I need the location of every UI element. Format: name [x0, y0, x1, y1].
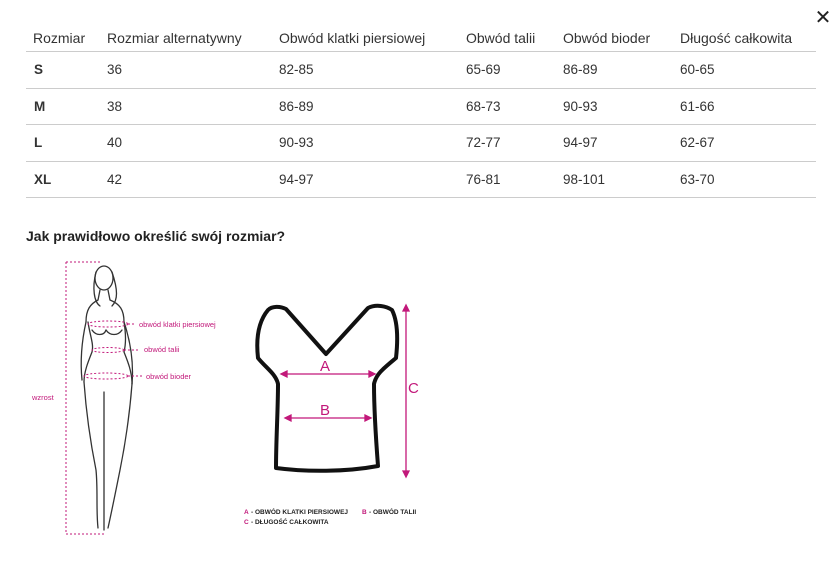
table-cell: 94-97: [272, 161, 459, 198]
table-cell: 61-66: [673, 88, 816, 125]
table-cell: 94-97: [556, 125, 673, 162]
table-cell: 90-93: [556, 88, 673, 125]
height-label: wzrost: [32, 393, 54, 402]
table-cell: 72-77: [459, 125, 556, 162]
table-header-row: [26, 24, 816, 52]
table-cell: 82-85: [272, 52, 459, 89]
hips-label: obwód bioder: [146, 372, 192, 381]
table-cell: 65-69: [459, 52, 556, 89]
column-header: Długość całkowita: [673, 24, 816, 52]
table-cell: 86-89: [272, 88, 459, 125]
legend-letter-c: C: [244, 519, 249, 526]
column-header: Rozmiar alternatywny: [100, 24, 272, 52]
table-cell: 42: [100, 161, 272, 198]
body-silhouette-illustration: [81, 266, 132, 530]
legend-text-c: - DŁUGOŚĆ CAŁKOWITA: [251, 519, 329, 526]
garment-legend: [244, 507, 416, 526]
legend-text-a: - OBWÓD KLATKI PIERSIOWEJ: [251, 509, 349, 516]
table-cell: 90-93: [272, 125, 459, 162]
table-cell: 62-67: [673, 125, 816, 162]
table-cell: 40: [100, 125, 272, 162]
body-measure-lines: [84, 321, 144, 379]
close-icon[interactable]: ✕: [814, 5, 832, 29]
column-header: Rozmiar: [26, 24, 100, 52]
table-cell: 60-65: [673, 52, 816, 89]
table-cell: XL: [26, 161, 100, 198]
measure-letter-c: C: [408, 380, 419, 397]
table-cell: 63-70: [673, 161, 816, 198]
column-header: Obwód klatki piersiowej: [272, 24, 459, 52]
table-cell: M: [26, 88, 100, 125]
table-row: [26, 88, 816, 125]
table-cell: 68-73: [459, 88, 556, 125]
legend-letter-b: B: [362, 509, 367, 516]
table-cell: 76-81: [459, 161, 556, 198]
legend-letter-a: A: [244, 509, 249, 516]
chest-label: obwód klatki piersiowej: [139, 320, 216, 329]
measure-letter-a: A: [320, 358, 331, 375]
height-measure-indicator: [66, 262, 104, 534]
measure-letter-b: B: [320, 402, 331, 419]
column-header: Obwód bioder: [556, 24, 673, 52]
table-cell: 98-101: [556, 161, 673, 198]
table-row: [26, 52, 816, 89]
table-cell: 38: [100, 88, 272, 125]
column-header: Obwód talii: [459, 24, 556, 52]
table-cell: 36: [100, 52, 272, 89]
table-row: [26, 125, 816, 162]
size-table: [26, 24, 816, 198]
garment-measure-arrows: [281, 305, 409, 477]
size-guide-heading: Jak prawidłowo określić swój rozmiar?: [26, 228, 286, 244]
garment-outline-illustration: [257, 306, 397, 471]
legend-text-b: - OBWÓD TALII: [369, 509, 417, 516]
waist-label: obwód talii: [144, 345, 180, 354]
table-cell: 86-89: [556, 52, 673, 89]
table-row: [26, 161, 816, 198]
table-cell: S: [26, 52, 100, 89]
table-cell: L: [26, 125, 100, 162]
